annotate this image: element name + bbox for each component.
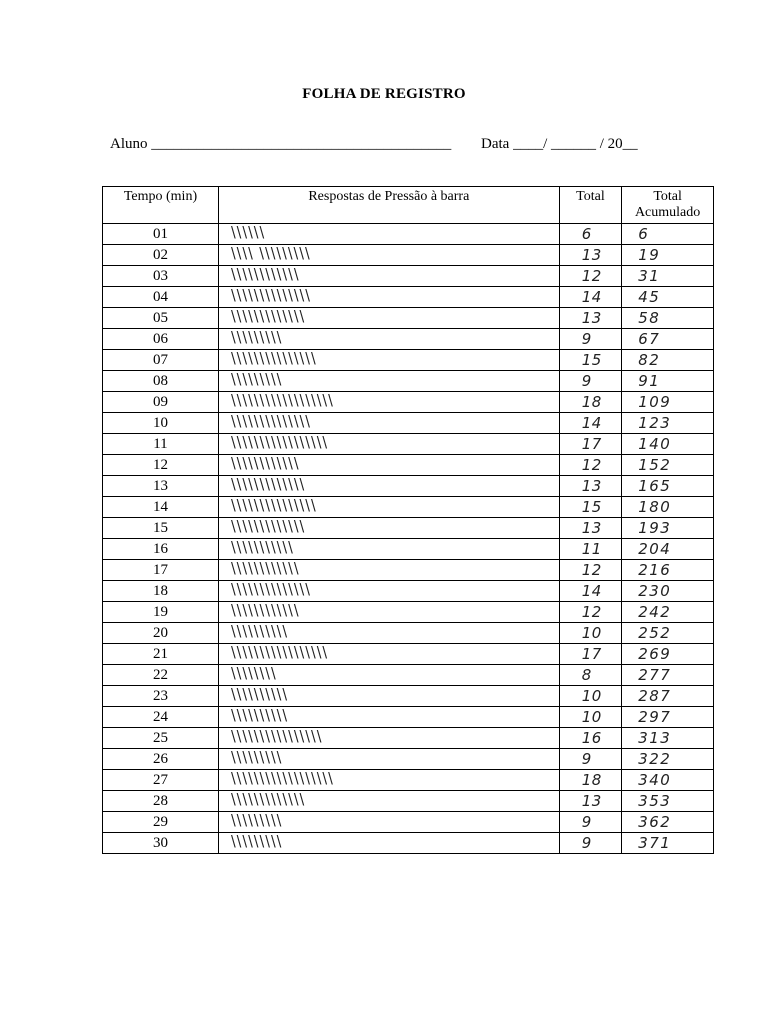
row-tally-cell [218, 224, 559, 245]
row-minute: 07 [103, 350, 219, 371]
row-total: 13 [559, 791, 622, 812]
row-total: 10 [559, 707, 622, 728]
row-tally-cell [218, 371, 559, 392]
table-row [103, 224, 714, 245]
row-minute: 06 [103, 329, 219, 350]
tally-marks: \\\\\\\\\\ [230, 707, 289, 725]
row-total: 12 [559, 560, 622, 581]
row-tally-cell [218, 665, 559, 686]
tally-marks: \\\\\\ [230, 224, 266, 242]
row-total: 18 [559, 770, 622, 791]
row-accumulated: 371 [622, 833, 714, 854]
row-accumulated: 297 [622, 707, 714, 728]
tally-marks: \\\\\\\\\\\\\ [230, 518, 306, 536]
row-minute: 08 [103, 371, 219, 392]
tally-marks: \\\\\\\\\\\\\ [230, 476, 306, 494]
row-total: 11 [559, 539, 622, 560]
row-minute: 04 [103, 287, 219, 308]
row-tally-cell [218, 287, 559, 308]
table-row [103, 413, 714, 434]
aluno-field: Aluno ________________________________________ [110, 136, 452, 152]
table-row [103, 812, 714, 833]
tally-marks: \\\\\\\\\\\\\ [230, 308, 306, 326]
row-minute: 25 [103, 728, 219, 749]
row-accumulated: 140 [622, 434, 714, 455]
row-tally-cell [218, 707, 559, 728]
row-total: 12 [559, 266, 622, 287]
row-accumulated: 123 [622, 413, 714, 434]
row-tally-cell [218, 728, 559, 749]
tally-marks: \\\\\\\\\ [230, 749, 283, 767]
row-minute: 30 [103, 833, 219, 854]
table-row [103, 350, 714, 371]
row-minute: 05 [103, 308, 219, 329]
tally-marks: \\\\\\\\\\\ [230, 539, 294, 557]
row-accumulated: 230 [622, 581, 714, 602]
row-minute: 28 [103, 791, 219, 812]
row-tally-cell [218, 791, 559, 812]
row-tally-cell [218, 455, 559, 476]
row-accumulated: 269 [622, 644, 714, 665]
row-minute: 22 [103, 665, 219, 686]
row-minute: 01 [103, 224, 219, 245]
row-minute: 20 [103, 623, 219, 644]
table-row [103, 686, 714, 707]
table-row [103, 434, 714, 455]
row-accumulated: 353 [622, 791, 714, 812]
row-minute: 15 [103, 518, 219, 539]
row-tally-cell [218, 539, 559, 560]
row-tally-cell [218, 623, 559, 644]
row-accumulated: 204 [622, 539, 714, 560]
table-row [103, 644, 714, 665]
table-row [103, 602, 714, 623]
header-acumulado: Total Acumulado [622, 187, 714, 224]
row-accumulated: 313 [622, 728, 714, 749]
tally-marks: \\\\ \\\\\\\\\ [230, 245, 311, 263]
tally-marks: \\\\\\\\\\\\\\\\\ [230, 434, 329, 452]
tally-marks: \\\\\\\\\\\\\\\ [230, 350, 317, 368]
row-tally-cell [218, 686, 559, 707]
row-total: 13 [559, 308, 622, 329]
row-total: 15 [559, 497, 622, 518]
row-total: 9 [559, 329, 622, 350]
row-total: 9 [559, 371, 622, 392]
row-tally-cell [218, 749, 559, 770]
row-total: 8 [559, 665, 622, 686]
row-minute: 03 [103, 266, 219, 287]
row-minute: 17 [103, 560, 219, 581]
row-minute: 11 [103, 434, 219, 455]
table-row [103, 728, 714, 749]
row-accumulated: 19 [622, 245, 714, 266]
row-minute: 24 [103, 707, 219, 728]
row-tally-cell [218, 812, 559, 833]
table-row [103, 833, 714, 854]
row-total: 17 [559, 434, 622, 455]
row-minute: 21 [103, 644, 219, 665]
table-row [103, 539, 714, 560]
row-total: 9 [559, 749, 622, 770]
table-row [103, 581, 714, 602]
row-tally-cell [218, 245, 559, 266]
row-tally-cell [218, 497, 559, 518]
tally-marks: \\\\\\\\\\\\\\ [230, 287, 311, 305]
row-total: 10 [559, 686, 622, 707]
row-tally-cell [218, 476, 559, 497]
row-tally-cell [218, 413, 559, 434]
row-accumulated: 287 [622, 686, 714, 707]
tally-marks: \\\\\\\\\\\\\\\\\\ [230, 770, 334, 788]
table-row [103, 308, 714, 329]
table-row [103, 245, 714, 266]
tally-marks: \\\\\\\\\\\\\\\\ [230, 728, 323, 746]
table-body [103, 224, 714, 854]
row-minute: 14 [103, 497, 219, 518]
table-row [103, 329, 714, 350]
row-tally-cell [218, 266, 559, 287]
row-minute: 23 [103, 686, 219, 707]
row-total: 15 [559, 350, 622, 371]
row-tally-cell [218, 392, 559, 413]
tally-marks: \\\\\\\\\\\\ [230, 455, 300, 473]
tally-marks: \\\\\\\\\\ [230, 686, 289, 704]
table-row [103, 749, 714, 770]
data-field: Data ____/ ______ / 20__ [481, 136, 638, 152]
table-row [103, 518, 714, 539]
row-accumulated: 31 [622, 266, 714, 287]
row-accumulated: 193 [622, 518, 714, 539]
row-accumulated: 6 [622, 224, 714, 245]
table-row [103, 770, 714, 791]
tally-marks: \\\\\\\\\\\\\\\\\ [230, 644, 329, 662]
table-row [103, 266, 714, 287]
table-row [103, 560, 714, 581]
tally-marks: \\\\\\\\\\\\\\ [230, 413, 311, 431]
row-tally-cell [218, 644, 559, 665]
row-minute: 02 [103, 245, 219, 266]
row-minute: 13 [103, 476, 219, 497]
header-total: Total [559, 187, 622, 224]
row-accumulated: 340 [622, 770, 714, 791]
table-row [103, 371, 714, 392]
tally-marks: \\\\\\\\\ [230, 329, 283, 347]
row-total: 14 [559, 413, 622, 434]
row-accumulated: 67 [622, 329, 714, 350]
row-accumulated: 180 [622, 497, 714, 518]
row-accumulated: 252 [622, 623, 714, 644]
row-total: 9 [559, 833, 622, 854]
tally-marks: \\\\\\\\\ [230, 812, 283, 830]
row-minute: 09 [103, 392, 219, 413]
row-tally-cell [218, 434, 559, 455]
row-tally-cell [218, 329, 559, 350]
table-row [103, 791, 714, 812]
row-minute: 18 [103, 581, 219, 602]
row-total: 17 [559, 644, 622, 665]
header-tempo: Tempo (min) [103, 187, 219, 224]
row-accumulated: 58 [622, 308, 714, 329]
row-total: 13 [559, 245, 622, 266]
page-title: FOLHA DE REGISTRO [302, 86, 466, 102]
row-accumulated: 362 [622, 812, 714, 833]
row-total: 18 [559, 392, 622, 413]
row-accumulated: 277 [622, 665, 714, 686]
row-accumulated: 82 [622, 350, 714, 371]
row-total: 12 [559, 602, 622, 623]
tally-marks: \\\\\\\\\ [230, 371, 283, 389]
row-total: 13 [559, 476, 622, 497]
row-total: 14 [559, 287, 622, 308]
row-tally-cell [218, 770, 559, 791]
table-row [103, 665, 714, 686]
row-accumulated: 165 [622, 476, 714, 497]
table-header-row [103, 187, 714, 224]
row-total: 10 [559, 623, 622, 644]
row-minute: 10 [103, 413, 219, 434]
row-tally-cell [218, 833, 559, 854]
table-row [103, 707, 714, 728]
row-minute: 29 [103, 812, 219, 833]
row-accumulated: 322 [622, 749, 714, 770]
row-accumulated: 152 [622, 455, 714, 476]
table-row [103, 392, 714, 413]
tally-marks: \\\\\\\\\\ [230, 623, 289, 641]
row-total: 14 [559, 581, 622, 602]
row-accumulated: 91 [622, 371, 714, 392]
table-row [103, 476, 714, 497]
row-total: 12 [559, 455, 622, 476]
row-tally-cell [218, 308, 559, 329]
row-total: 16 [559, 728, 622, 749]
row-minute: 12 [103, 455, 219, 476]
table-row [103, 623, 714, 644]
tally-marks: \\\\\\\\\\\\\\\ [230, 497, 317, 515]
row-accumulated: 45 [622, 287, 714, 308]
row-tally-cell [218, 518, 559, 539]
tally-marks: \\\\\\\\\\\\ [230, 266, 300, 284]
row-accumulated: 109 [622, 392, 714, 413]
row-accumulated: 242 [622, 602, 714, 623]
row-minute: 26 [103, 749, 219, 770]
row-tally-cell [218, 560, 559, 581]
tally-marks: \\\\\\\\\\\\ [230, 602, 300, 620]
tally-marks: \\\\\\\\\\\\ [230, 560, 300, 578]
tally-marks: \\\\\\\\\\\\\\ [230, 581, 311, 599]
row-tally-cell [218, 350, 559, 371]
tally-marks: \\\\\\\\ [230, 665, 277, 683]
registro-table [102, 186, 714, 854]
row-tally-cell [218, 581, 559, 602]
row-minute: 19 [103, 602, 219, 623]
row-total: 6 [559, 224, 622, 245]
tally-marks: \\\\\\\\\\\\\ [230, 791, 306, 809]
row-minute: 16 [103, 539, 219, 560]
table-row [103, 287, 714, 308]
row-total: 13 [559, 518, 622, 539]
table-row [103, 455, 714, 476]
row-total: 9 [559, 812, 622, 833]
tally-marks: \\\\\\\\\ [230, 833, 283, 851]
table-row [103, 497, 714, 518]
row-minute: 27 [103, 770, 219, 791]
header-respostas: Respostas de Pressão à barra [218, 187, 559, 224]
tally-marks: \\\\\\\\\\\\\\\\\\ [230, 392, 334, 410]
row-accumulated: 216 [622, 560, 714, 581]
row-tally-cell [218, 602, 559, 623]
